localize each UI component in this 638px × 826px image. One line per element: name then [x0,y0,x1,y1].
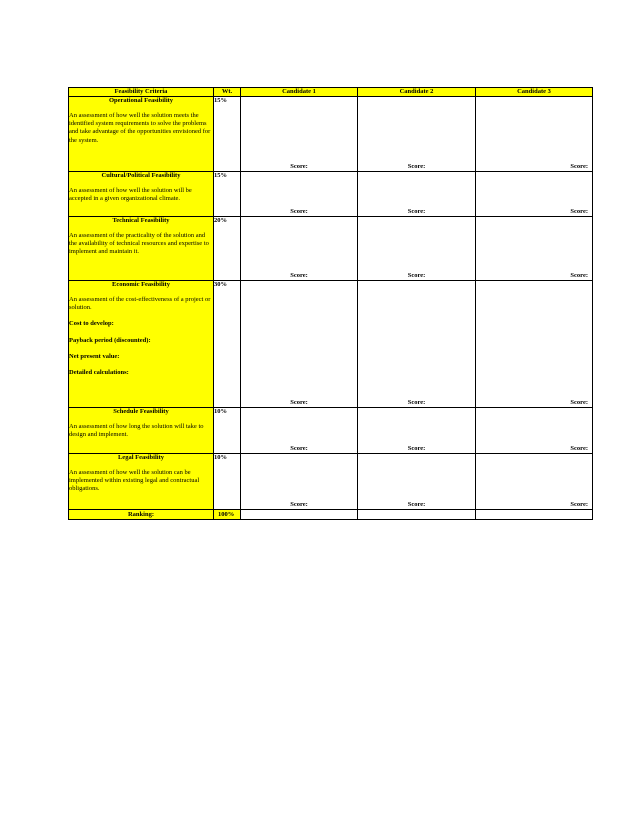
net-present-value-label: Net present value: [69,352,120,360]
ranking-candidate-2[interactable] [358,510,476,520]
feasibility-matrix [68,87,593,520]
criteria-description: An assessment of how well the solution can be implemented within existing legal and contractual obligations. [69,469,200,493]
candidate-1-cell[interactable] [241,217,358,281]
candidate-2-cell[interactable] [358,454,476,510]
criteria-description: An assessment of the practicality of the solution and the availability of technical resources and expertise to implement and maintain it. [69,232,209,256]
criteria-title: Economic Feasibility [112,281,170,288]
candidate-2-cell[interactable] [358,97,476,172]
score-label: Score: [407,272,426,279]
candidate-3-cell[interactable] [476,172,593,217]
criteria-cell [69,217,214,281]
criteria-title: Legal Feasibility [117,454,165,461]
candidate-3-cell[interactable] [476,454,593,510]
ranking-candidate-3[interactable] [476,510,593,520]
criteria-cell [69,454,214,510]
criteria-row-legal [69,454,593,510]
weight-cell: 15% [214,172,241,217]
ranking-row [69,510,593,520]
score-label: Score: [570,163,588,170]
criteria-row-operational [69,97,593,172]
candidate-1-cell[interactable] [241,172,358,217]
criteria-row-cultural [69,172,593,217]
criteria-cell [69,97,214,172]
header-candidate-2: Candidate 2 [358,88,476,97]
candidate-2-cell[interactable] [358,172,476,217]
header-weight: Wt. [214,88,241,97]
candidate-2-cell[interactable] [358,217,476,281]
header-row [69,88,593,97]
weight-cell: 10% [214,454,241,510]
score-label: Score: [407,399,426,406]
candidate-3-cell[interactable] [476,408,593,454]
score-label: Score: [290,208,308,215]
ranking-label: Ranking: [69,510,214,520]
score-label: Score: [407,208,426,215]
payback-period-label: Payback period (discounted): [69,336,151,344]
candidate-3-cell[interactable] [476,281,593,408]
criteria-description: An assessment of the cost-effectiveness of a project or solution. [69,296,211,312]
header-candidate-1: Candidate 1 [241,88,358,97]
ranking-candidate-1[interactable] [241,510,358,520]
score-label: Score: [290,163,308,170]
candidate-1-cell[interactable] [241,408,358,454]
score-label: Score: [407,163,426,170]
score-label: Score: [570,399,588,406]
score-label: Score: [290,272,308,279]
candidate-2-cell[interactable] [358,408,476,454]
criteria-cell [69,281,214,408]
criteria-row-economic [69,281,593,408]
candidate-1-cell[interactable] [241,97,358,172]
candidate-1-cell[interactable] [241,281,358,408]
score-label: Score: [570,272,588,279]
criteria-title: Schedule Feasibility [113,408,169,415]
weight-cell: 30% [214,281,241,408]
criteria-title: Technical Feasibility [112,217,170,224]
score-label: Score: [570,445,588,452]
weight-cell: 15% [214,97,241,172]
weight-cell: 10% [214,408,241,454]
criteria-row-schedule [69,408,593,454]
header-criteria: Feasibility Criteria [69,88,214,97]
criteria-row-technical [69,217,593,281]
ranking-weight: 100% [214,510,241,520]
criteria-title: Cultural/Political Feasibility [101,172,181,179]
score-label: Score: [407,501,426,508]
candidate-3-cell[interactable] [476,97,593,172]
score-label: Score: [290,399,308,406]
criteria-cell [69,408,214,454]
weight-cell: 20% [214,217,241,281]
score-label: Score: [570,501,588,508]
header-candidate-3: Candidate 3 [476,88,593,97]
score-label: Score: [290,445,308,452]
criteria-description: An assessment of how well the solution meets the identified system requirements to solve the problems and take advantage of the opportunities envisioned for the system. [69,112,211,144]
score-label: Score: [290,501,308,508]
score-label: Score: [570,208,588,215]
score-label: Score: [407,445,426,452]
criteria-cell [69,172,214,217]
candidate-1-cell[interactable] [241,454,358,510]
cost-to-develop-label: Cost to develop: [69,320,114,328]
criteria-title: Operational Feasibility [108,97,174,104]
candidate-2-cell[interactable] [358,281,476,408]
criteria-description: An assessment of how well the solution will be accepted in a given organizational climate. [69,187,192,203]
detailed-calculations-label: Detailed calculations: [69,368,129,376]
candidate-3-cell[interactable] [476,217,593,281]
criteria-description: An assessment of how long the solution will take to design and implement. [69,423,204,439]
